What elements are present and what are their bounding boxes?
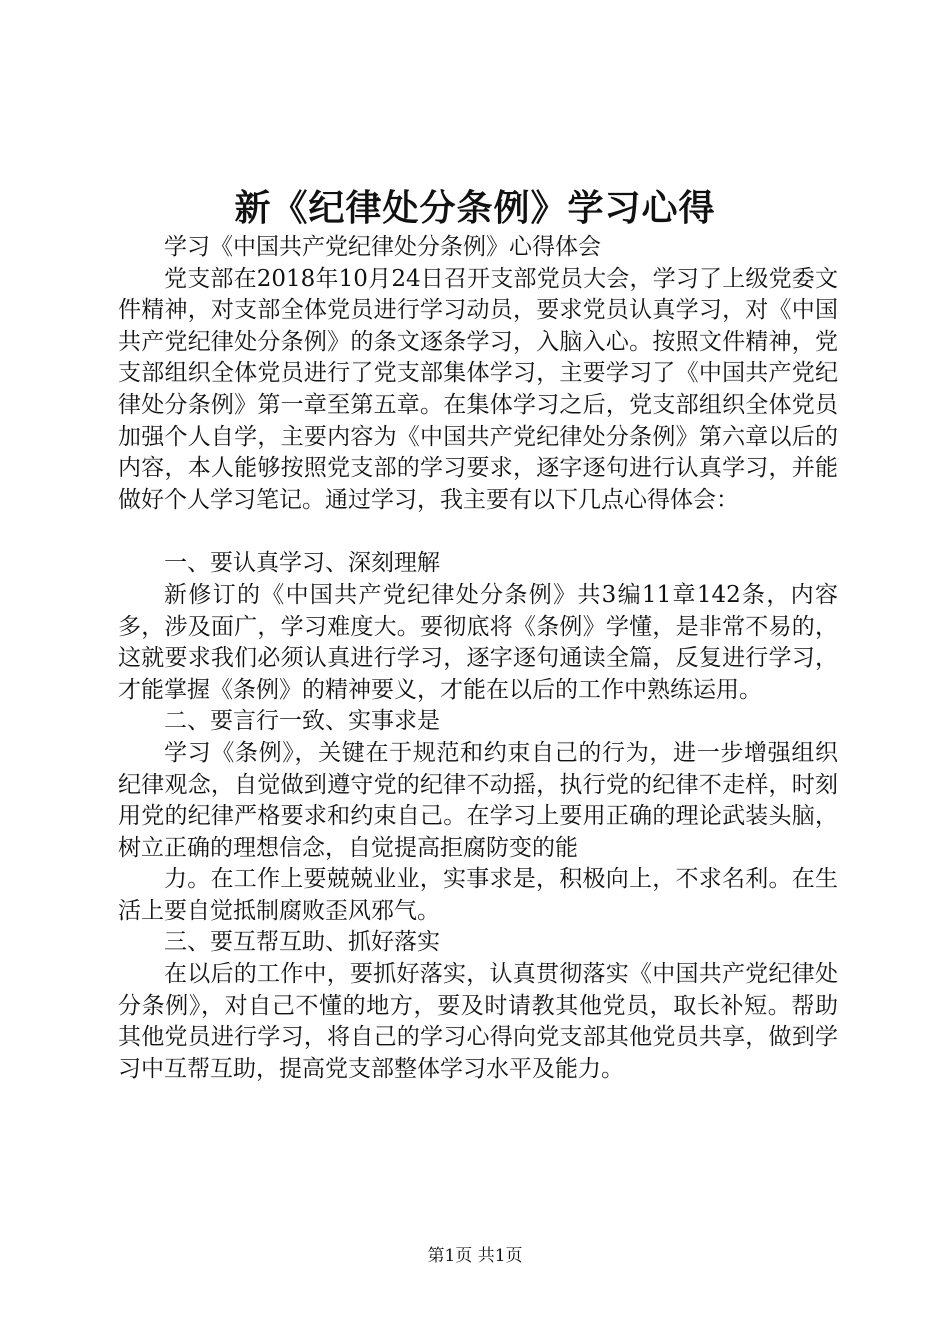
section-heading-2: 二、要言行一致、实事求是 — [164, 708, 440, 735]
subtitle-paragraph: 学习《中国共产党纪律处分条例》心得体会 — [164, 234, 601, 260]
section-heading-1: 一、要认真学习、深刻理解 — [164, 550, 440, 577]
section-2-paragraph: 学习《条例》，关键在于规范和约束自己的行为，进一步增强组织纪律观念，自觉做到遵守党的纪律不动摇，执行党的纪律不走样，时刻用党的纪律严格要求和约束自己。在学习上要用正确的理论武装头脑，树立正确的理想信念，自觉提高拒腐防变的能 — [118, 739, 838, 861]
document-body — [118, 232, 838, 1085]
page-footer: 第1页 共1页 — [427, 1246, 523, 1266]
section-1-paragraph: 新修订的《中国共产党纪律处分条例》共3编11章142条，内容多，涉及面广，学习难度大。要彻底将《条例》学懂，是非常不易的，这就要求我们必须认真进行学习，逐字逐句通读全篇，反复进行学习，才能掌握《条例》的精神要义，才能在以后的工作中熟练运用。 — [118, 581, 838, 703]
intro-paragraph: 党支部在2018年10月24日召开支部党员大会，学习了上级党委文件精神，对支部全体党员进行学习动员，要求党员认真学习，对《中国共产党纪律处分条例》的条文逐条学习，入脑入心。按照文件精神，党支部组织全体党员进行了党支部集体学习，主要学习了《中国共产党纪律处分条例》第一章至第五章。在集体学习之后，党支部组织全体党员加强个人自学，主要内容为《中国共产党纪律处分条例》第六章以后的内容，本人能够按照党支部的学习要求，逐字逐句进行认真学习，并能做好个人学习笔记。通过学习，我主要有以下几点心得体会： — [118, 265, 838, 513]
section-2-continuation: 力。在工作上要兢兢业业，实事求是，积极向上，不求名利。在生活上要自觉抵制腐败歪风邪气。 — [118, 866, 838, 924]
document-title: 新《纪律处分条例》学习心得 — [234, 187, 716, 229]
section-heading-3: 三、要互帮互助、抓好落实 — [164, 929, 440, 956]
paragraph-gap — [118, 516, 838, 548]
section-3-paragraph: 在以后的工作中，要抓好落实，认真贯彻落实《中国共产党纪律处分条例》，对自己不懂的地方，要及时请教其他党员，取长补短。帮助其他党员进行学习，将自己的学习心得向党支部其他党员共享，做到学习中互帮互助，提高党支部整体学习水平及能力。 — [118, 961, 838, 1082]
